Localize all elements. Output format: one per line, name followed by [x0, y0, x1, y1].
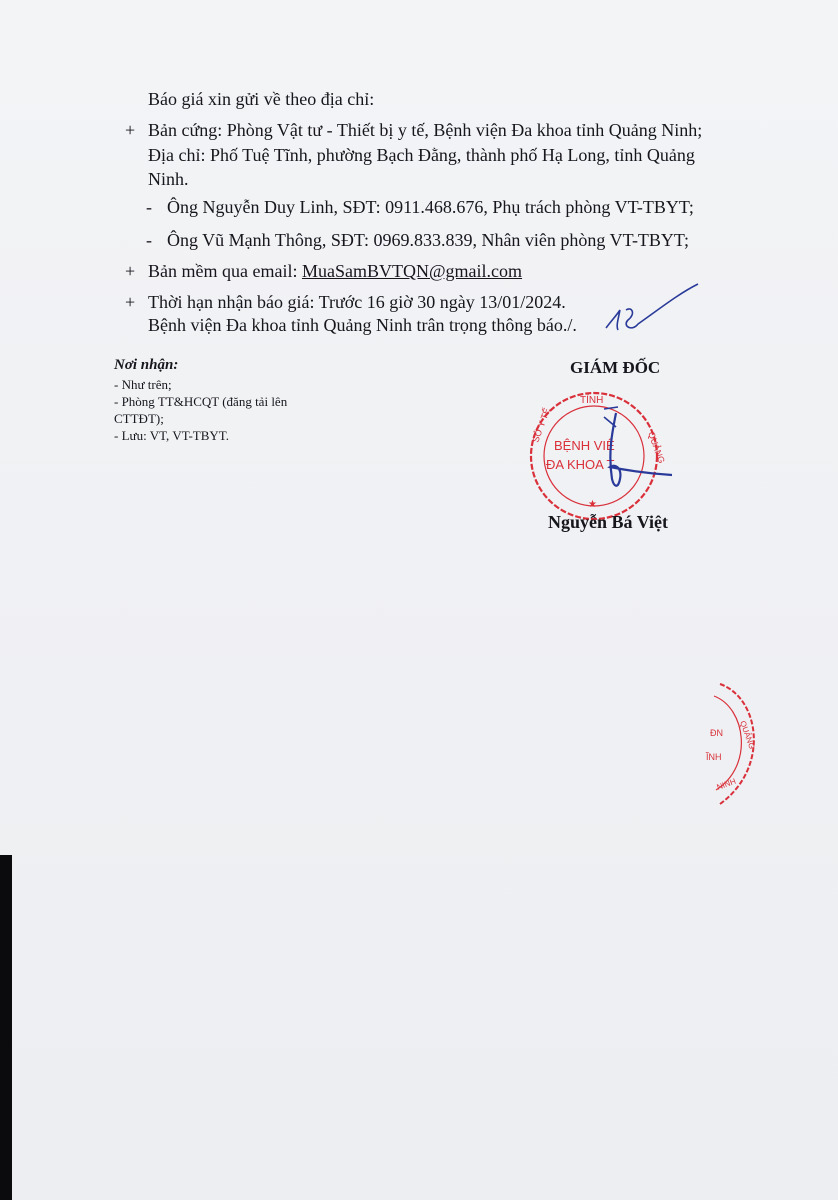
softcopy-line	[148, 259, 522, 283]
hospital-seal	[520, 383, 680, 533]
scan-edge-shadow	[0, 855, 12, 1200]
seal-line-1: BỆNH VIỆ	[554, 438, 615, 453]
edge-seal-text-2: ĐN	[710, 728, 723, 738]
contact-2: Ông Vũ Mạnh Thông, SĐT: 0969.833.839, Nhân viên phòng VT-TBYT;	[167, 230, 689, 250]
recipient-item: - Lưu: VT, VT-TBYT.	[114, 428, 230, 443]
bullet-softcopy: +	[125, 261, 136, 281]
closing-text: Bệnh viện Đa khoa tỉnh Quảng Ninh trân trọng thông báo./.	[148, 315, 577, 335]
signer-title: GIÁM ĐỐC	[570, 358, 661, 377]
recipient-item: - Như trên;	[114, 377, 172, 392]
hardcopy-line-3: Ninh.	[148, 169, 189, 189]
recipient-item: - Phòng TT&HCQT (đăng tải lên	[114, 394, 288, 409]
softcopy-prefix: Bản mềm qua email:	[148, 261, 302, 281]
recipients-title: Nơi nhận:	[114, 357, 179, 373]
seal-line-2: ĐA KHOA T	[546, 457, 615, 472]
edge-seal-text-1: QUẢNG	[738, 719, 757, 751]
seal-top-text: TỈNH	[580, 395, 604, 406]
deadline-text: Thời hạn nhận báo giá: Trước 16 giờ 30 ngày 13/01/2024.	[148, 292, 566, 312]
recipient-item: CTTĐT);	[114, 411, 164, 426]
seal-right-text: QUẢNG	[646, 430, 667, 465]
edge-seal-text-3: ĨNH	[706, 752, 722, 762]
signer-name: Nguyễn Bá Việt	[548, 512, 669, 532]
bullet-hardcopy: +	[125, 120, 136, 140]
initials-mark-icon	[598, 280, 708, 340]
seal-left-text: SỞ Y TẾ	[530, 406, 553, 444]
hardcopy-line-2: Địa chỉ: Phố Tuệ Tĩnh, phường Bạch Đằng, thành phố Hạ Long, tỉnh Quảng	[148, 145, 695, 165]
dash-contact-2: -	[146, 230, 152, 250]
edge-seal-text-4: NINH	[715, 776, 738, 792]
bullet-deadline: +	[125, 292, 136, 312]
hardcopy-line-1: Bản cứng: Phòng Vật tư - Thiết bị y tế, Bệnh viện Đa khoa tỉnh Quảng Ninh;	[148, 120, 703, 140]
intro-text: Báo giá xin gửi về theo địa chỉ:	[148, 89, 375, 109]
contact-1: Ông Nguyễn Duy Linh, SĐT: 0911.468.676, Phụ trách phòng VT-TBYT;	[167, 197, 694, 217]
seal-star-icon: ★	[588, 499, 597, 510]
edge-seal	[690, 678, 770, 808]
dash-contact-1: -	[146, 197, 152, 217]
email-link[interactable]: MuaSamBVTQN@gmail.com	[301, 261, 523, 281]
